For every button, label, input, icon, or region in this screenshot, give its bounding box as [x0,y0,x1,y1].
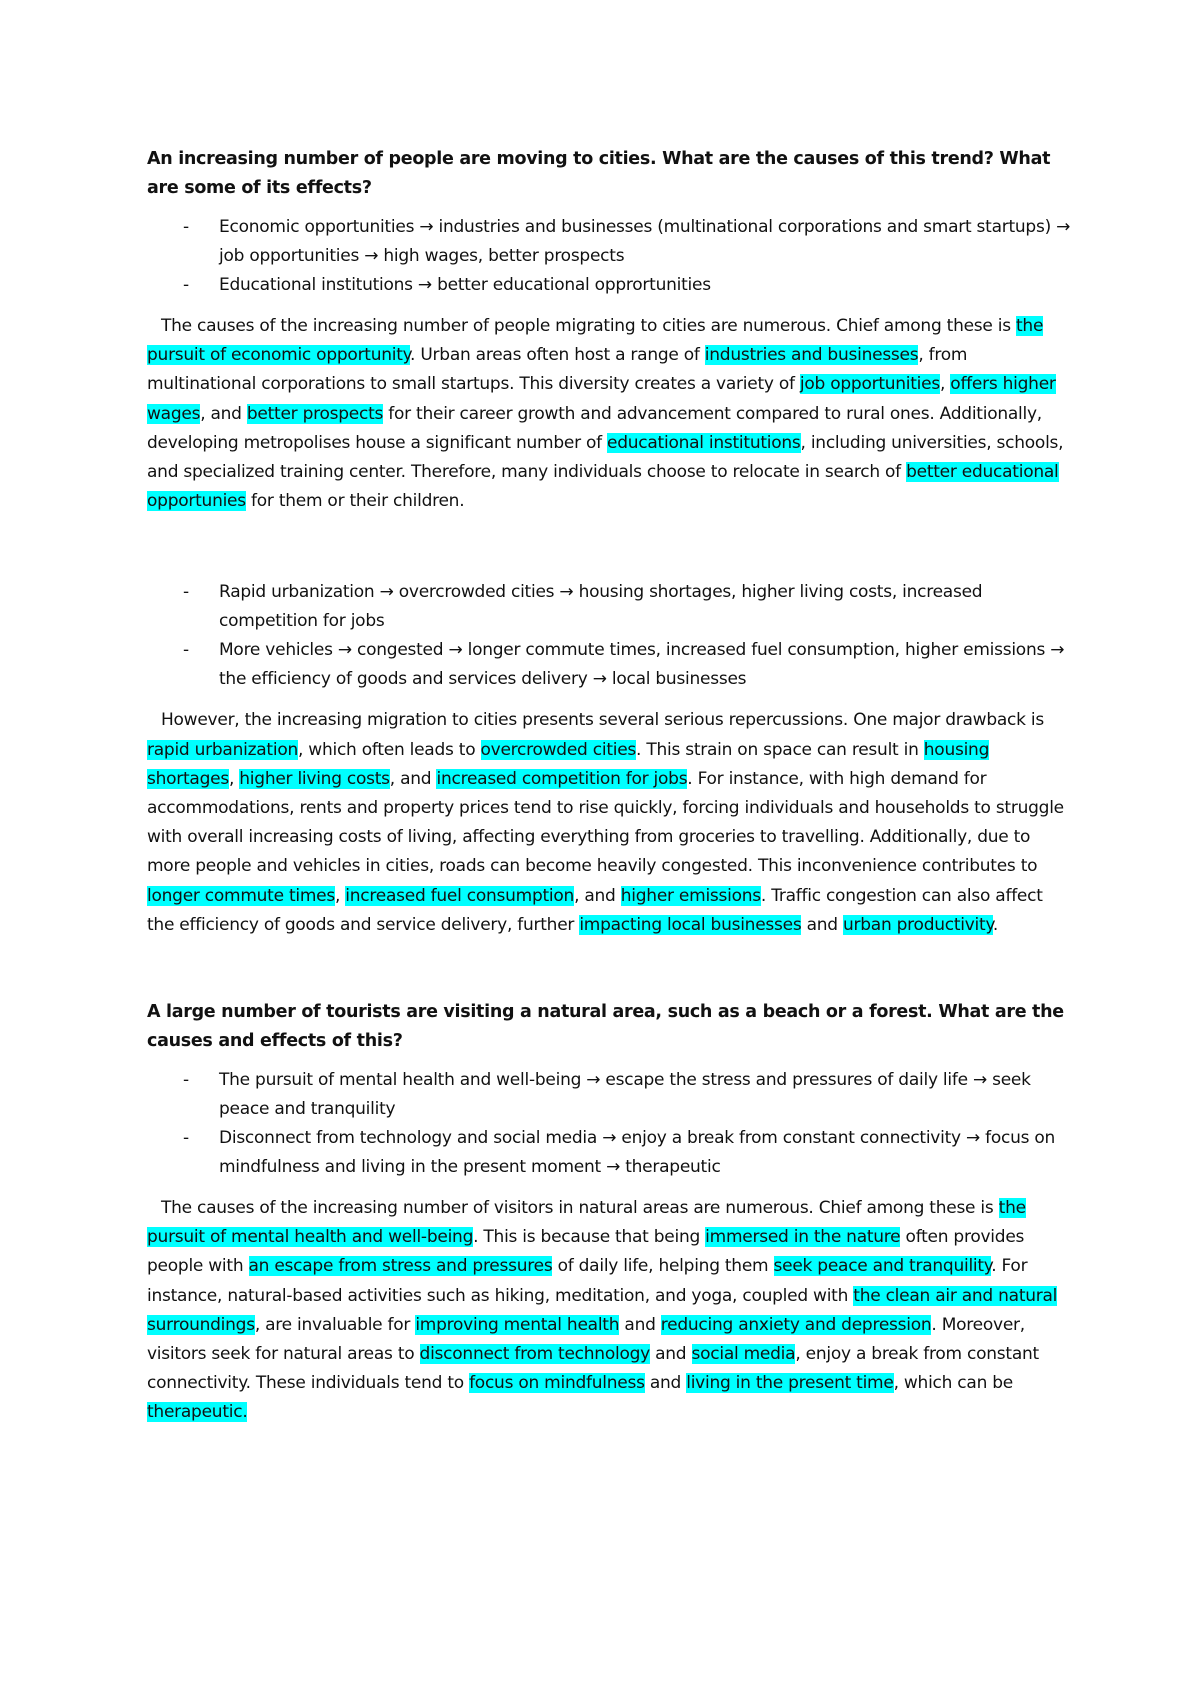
text-run: . For instance, natural-based activities such as hiking, meditation, and yoga, coupled with [147,1256,1028,1306]
highlighted-phrase: increased competition for jobs [436,768,688,789]
highlighted-phrase: increased fuel consumption [345,885,575,906]
highlighted-phrase: better prospects [246,403,384,424]
bullet-item: - Economic opportunities → industries and businesses (multinational corporations and smart startups) → job opportunities → high wages, better prospects [147,213,1072,271]
spacer [147,940,1072,998]
bullet-item: - Rapid urbanization → overcrowded cities → housing shortages, higher living costs, increased competition for jobs [147,578,1072,636]
highlighted-phrase: urban productivity [842,914,993,935]
text-run: , including universities, schools, and specialized training center. Therefore, many individuals choose to relocate in search of [147,432,1064,483]
highlighted-phrase: housing shortages [147,739,990,789]
highlighted-phrase: rapid urbanization [147,739,298,760]
section1-cause-bullets [147,213,1072,300]
highlighted-phrase: educational institutions [607,432,801,453]
text-run: , which can be [893,1373,1014,1394]
text-run: . For instance, with high demand for accommodations, rents and property prices tend to rise quickly, forcing individuals and households to struggle with overall increasing costs of living, affecting everything from groceries to travelling. Additionally, due to more people and vehicles in cities, roads can become heavily congested. This inconvenience contributes to [147,768,1064,877]
text-run: . Traffic congestion can also affect the efficiency of goods and service delivery, further [147,885,1043,935]
highlighted-phrase: industries and businesses [704,345,919,366]
text-run: of daily life, helping them [552,1256,774,1277]
highlighted-phrase: offers higher wages [147,374,1056,424]
section1-causes-paragraph [147,312,1072,516]
text-run: . Moreover, visitors seek for natural areas to [147,1314,1025,1365]
highlighted-phrase: reducing anxiety and depression [660,1314,932,1335]
highlighted-phrase: impacting local businesses [579,914,802,935]
text-run: and [619,1314,661,1335]
document-content [147,145,1072,1428]
spacer [147,516,1072,578]
highlighted-phrase: the pursuit of economic opportunity [147,316,1044,366]
highlighted-phrase: overcrowded cities [480,739,637,760]
text-run: for them or their children. [245,491,465,512]
text-run: , [334,885,346,906]
section2-heading: A large number of tourists are visiting a natural area, such as a beach or a forest. What are the causes and effects of this? [147,1002,1064,1052]
bullet-item: - More vehicles → congested → longer commute times, increased fuel consumption, higher emissions → the efficiency of goods and services delivery → local businesses [147,636,1072,694]
highlighted-phrase: higher living costs [239,768,390,789]
bullet-item: - Educational institutions → better educational opprortunities [147,271,1072,300]
text-run: and [801,914,843,935]
highlighted-phrase: higher emissions [620,885,761,906]
text-run: and [644,1373,687,1394]
highlighted-phrase: the pursuit of mental health and well-being [147,1198,1026,1248]
text-run: . Urban areas often host a range of [410,345,705,366]
text-run: . This is because that being [473,1227,706,1248]
text-run: However, the increasing migration to cities presents several serious repercussions. One major drawback is [161,710,1044,731]
text-run: , [939,374,951,395]
highlighted-phrase: focus on mindfulness [469,1373,645,1394]
text-run: for their career growth and advancement compared to rural ones. Additionally, developing metropolises house a significant number of [147,403,1042,453]
bullet-item: - Disconnect from technology and social media → enjoy a break from constant connectivity → focus on mindfulness and living in the present moment → therapeutic [147,1124,1072,1182]
text-run: , and [200,403,247,424]
text-run: The causes of the increasing number of people migrating to cities are numerous. Chief among these is [161,316,1017,336]
section1-effects-paragraph [147,706,1072,940]
text-run: , and [389,768,437,789]
section1-heading: An increasing number of people are moving to cities. What are the causes of this trend? What are some of its effects? [147,149,1051,198]
section2-bullets [147,1066,1072,1182]
highlighted-phrase: living in the present time [686,1373,894,1394]
text-run: , from multinational corporations to small startups. This diversity creates a variety of [147,345,968,395]
text-run: , are invaluable for [254,1314,416,1335]
text-run: , enjoy a break from constant connectivity. These individuals tend to [147,1344,1039,1394]
highlighted-phrase: job opportunities [799,374,940,395]
highlighted-phrase: therapeutic. [147,1402,248,1423]
highlighted-phrase: seek peace and tranquility [773,1256,992,1277]
text-run: and [649,1344,692,1365]
text-run: often provides people with [147,1227,1025,1277]
text-run: , and [574,885,621,906]
highlighted-phrase: improving mental health [415,1314,620,1335]
bullet-item: - The pursuit of mental health and well-being → escape the stress and pressures of daily life → seek peace and tranquility [147,1066,1072,1124]
text-run: The causes of the increasing number of visitors in natural areas are numerous. Chief among these is [161,1198,999,1219]
highlighted-phrase: an escape from stress and pressures [248,1256,553,1277]
highlighted-phrase: longer commute times [147,885,335,906]
text-run: . This strain on space can result in [636,739,924,760]
highlighted-phrase: social media [691,1344,796,1365]
section1-effect-bullets [147,578,1072,694]
text-run: , which often leads to [298,739,481,760]
text-run: . [992,914,998,935]
highlighted-phrase: better educational opportunies [147,462,1059,512]
text-run: , [228,768,240,789]
highlighted-phrase: the clean air and natural surroundings [147,1285,1058,1335]
section2-paragraph [147,1194,1072,1428]
highlighted-phrase: immersed in the nature [705,1227,901,1248]
highlighted-phrase: disconnect from technology [419,1344,650,1365]
